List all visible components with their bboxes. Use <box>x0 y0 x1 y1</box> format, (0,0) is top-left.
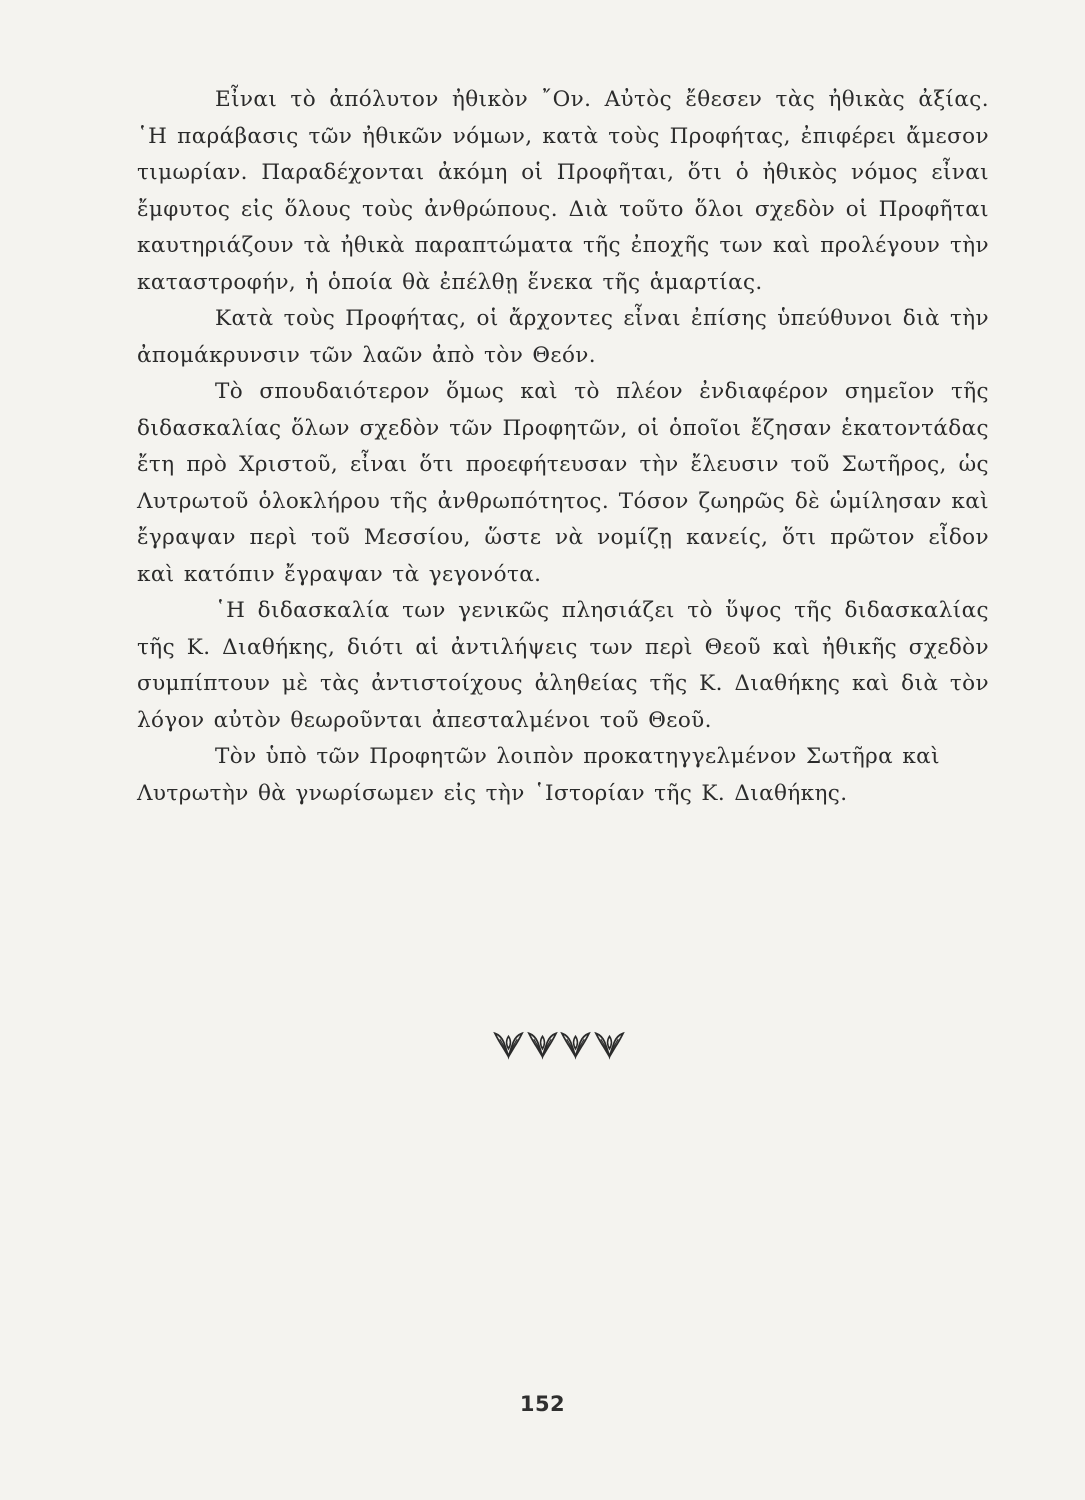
page-number: 152 <box>519 1392 566 1416</box>
ornament-leaf-icon <box>594 1030 625 1060</box>
body-text <box>137 82 989 812</box>
paragraph-4: ῾Η διδασκαλία των γενικῶς πλησιάζει τὸ ὕψος τῆς διδασκαλίας τῆς Κ. Διαθήκης, διότι αἱ ἀντιλήψεις των περὶ Θεοῦ καὶ ἠθικῆς σχεδὸν συμπίπτουν μὲ τὰς ἀντιστοίχους ἀληθείας τῆς Κ. Διαθήκης καὶ διὰ τὸν λόγον αὐτὸν θεωροῦνται ἀπεσταλμένοι τοῦ Θεοῦ. <box>137 598 989 733</box>
paragraph-5: Τὸν ὑπὸ τῶν Προφητῶν λοιπὸν προκατηγγελμένον Σωτῆρα καὶ Λυτρωτὴν θὰ γνωρίσωμεν εἰς τὴν ῾Ιστορίαν τῆς Κ. Διαθήκης. <box>137 744 940 806</box>
floral-ornament-icon <box>493 1027 625 1063</box>
ornament-leaf-icon <box>560 1030 591 1060</box>
ornament-leaf-icon <box>493 1030 524 1060</box>
paragraph-2: Κατὰ τοὺς Προφήτας, οἱ ἄρχοντες εἶναι ἐπίσης ὑπεύθυνοι διὰ τὴν ἀπομάκρυνσιν τῶν λαῶν ἀπὸ τὸν Θεόν. <box>137 306 989 368</box>
ornament-leaf-icon <box>527 1030 558 1060</box>
paragraph-1: Εἶναι τὸ ἀπόλυτον ἠθικὸν ῎Ον. Αὐτὸς ἔθεσεν τὰς ἠθικὰς ἀξίας. ῾Η παράβασις τῶν ἠθικῶν νόμων, κατὰ τοὺς Προφήτας, ἐπιφέρει ἄμεσον τιμωρίαν. Παραδέχονται ἀκόμη οἱ Προφῆται, ὅτι ὁ ἠθικὸς νόμος εἶναι ἔμφυτος εἰς ὅλους τοὺς ἀνθρώπους. Διὰ τοῦτο ὅλοι σχεδὸν οἱ Προφῆται καυτηριάζουν τὰ ἠθικὰ παραπτώματα τῆς ἐποχῆς των καὶ προλέγουν τὴν καταστροφήν, ἡ ὁποία θὰ ἐπέλθῃ ἕνεκα τῆς ἁμαρτίας. <box>137 87 989 295</box>
paragraph-3: Τὸ σπουδαιότερον ὅμως καὶ τὸ πλέον ἐνδιαφέρον σημεῖον τῆς διδασκαλίας ὅλων σχεδὸν τῶν Προφητῶν, οἱ ὁποῖοι ἔζησαν ἑκατοντάδας ἔτη πρὸ Χριστοῦ, εἶναι ὅτι προεφήτευσαν τὴν ἔλευσιν τοῦ Σωτῆρος, ὡς Λυτρωτοῦ ὁλοκλήρου τῆς ἀνθρωπότητος. Τόσον ζωηρῶς δὲ ὡμίλησαν καὶ ἔγραψαν περὶ τοῦ Μεσσίου, ὥστε νὰ νομίζῃ κανείς, ὅτι πρῶτον εἶδον καὶ κατόπιν ἔγραψαν τὰ γεγονότα. <box>137 379 989 587</box>
